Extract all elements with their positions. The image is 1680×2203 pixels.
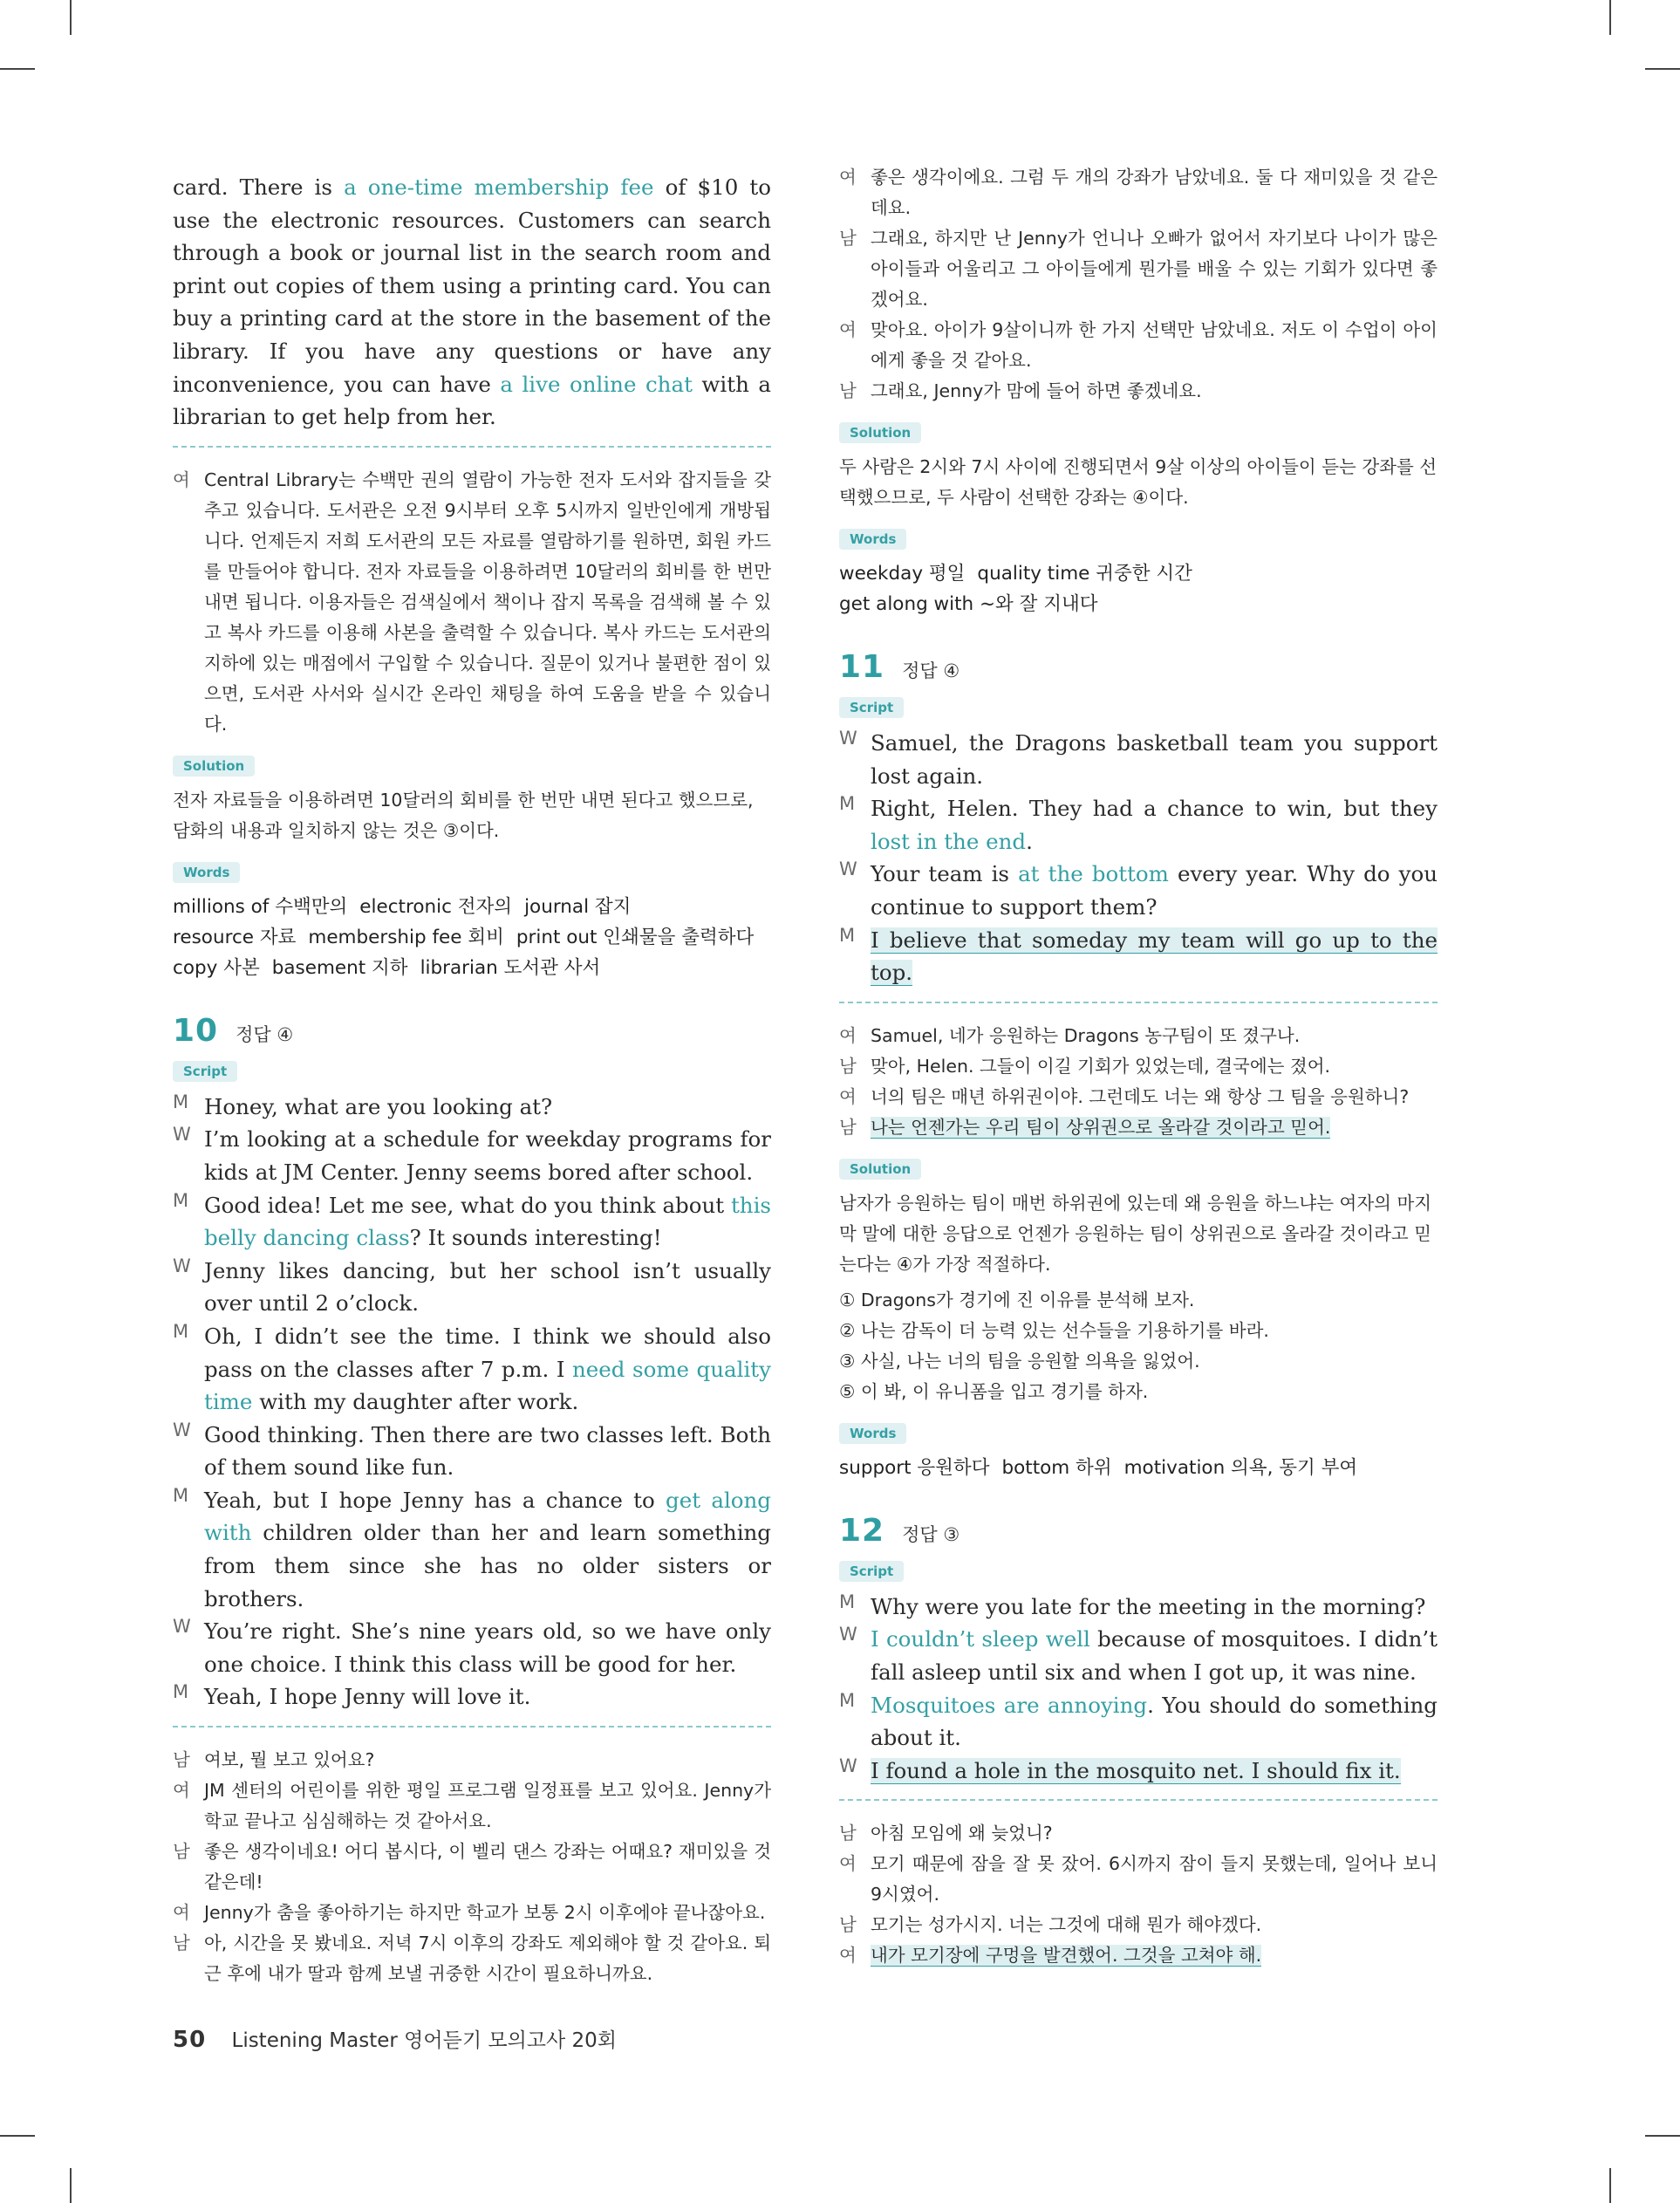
solution-section bbox=[839, 419, 1438, 513]
script-text bbox=[204, 1189, 771, 1255]
speaker-label: W bbox=[173, 1124, 191, 1146]
words-line bbox=[839, 1453, 1438, 1483]
crop-mark bbox=[1609, 2168, 1611, 2203]
text-span: 아, 시간을 못 봤네요. 저녁 7시 이후의 강좌도 제외해야 할 것 같아요. 퇴근 후에 내가 딸과 함께 보낼 귀중한 시간이 필요하니까요. bbox=[204, 1933, 771, 1985]
crop-mark bbox=[1645, 2135, 1680, 2137]
words-section bbox=[839, 525, 1438, 619]
speaker-label: 여 bbox=[839, 1024, 857, 1046]
highlighted-phrase: at the bottom bbox=[1018, 861, 1169, 887]
highlighted-phrase: a live online chat bbox=[500, 371, 693, 397]
script-tag: Script bbox=[173, 1061, 237, 1082]
question-number: 11 bbox=[839, 649, 885, 685]
answer-option: ③ 사실, 나는 너의 팀을 응원할 의욕을 잃었어. bbox=[839, 1350, 1200, 1372]
script-dialogue bbox=[839, 1591, 1438, 1788]
speaker-label: 남 bbox=[839, 1055, 857, 1077]
text-span: Why were you late for the meeting in the morning? bbox=[871, 1593, 1426, 1619]
answer-sentence: I found a hole in the mosquito net. I should fix it. bbox=[871, 1757, 1401, 1783]
translation-line bbox=[839, 162, 1438, 223]
speaker-label: 여 bbox=[839, 1085, 857, 1107]
translation-line bbox=[839, 1082, 1438, 1112]
translation-text bbox=[871, 1940, 1438, 1971]
korean-translation bbox=[173, 1745, 771, 1989]
korean-translation bbox=[839, 1021, 1438, 1143]
word-entry: basement 지하 bbox=[271, 956, 408, 979]
solution-text: 전자 자료들을 이용하려면 10달러의 회비를 한 번만 내면 된다고 했으므로, 담화의 내용과 일치하지 않는 것은 ③이다. bbox=[173, 789, 754, 841]
script-text bbox=[204, 1091, 771, 1124]
answer-sentence: I believe that someday my team will go up to the top. bbox=[871, 927, 1438, 986]
text-span: JM 센터의 어린이를 위한 평일 프로그램 일정표를 보고 있어요. Jenny가 학교 끝나고 심심해하는 것 같아서요. bbox=[204, 1780, 771, 1832]
text-span: of $10 to use the electronic resources. Customers can search through a book or journal list in the search room and print out copies of them using a printing card. You can buy a printing card at the store in the basement of the library. If you have any questions or have any inconvenience, you can have bbox=[173, 174, 771, 397]
translation-text bbox=[871, 1082, 1438, 1112]
word-entry: membership fee 회비 bbox=[308, 926, 504, 948]
question-header bbox=[839, 1513, 1438, 1549]
word-entry: quality time 귀중한 시간 bbox=[977, 563, 1192, 585]
translation-line bbox=[173, 1837, 771, 1898]
script-text bbox=[204, 1123, 771, 1188]
word-entry: bottom 하위 bbox=[1001, 1456, 1112, 1479]
speaker-label: 남 bbox=[173, 1749, 190, 1771]
text-span: Oh, I didn’t see the time. I think we should also pass on the classes after 7 p.m. I bbox=[204, 1323, 771, 1382]
text-span: 여보, 뭘 보고 있어요? bbox=[204, 1749, 375, 1771]
highlighted-phrase: lost in the end bbox=[871, 828, 1027, 854]
text-span: Good thinking. Then there are two classes left. Both of them sound like fun. bbox=[204, 1421, 771, 1481]
text-span: 너의 팀은 매년 하위권이야. 그런데도 너는 왜 항상 그 팀을 응원하니? bbox=[871, 1085, 1410, 1107]
words-tag: Words bbox=[839, 1423, 906, 1444]
speaker-label: M bbox=[839, 1591, 856, 1612]
text-span: every year. Why do you continue to support them? bbox=[871, 861, 1438, 920]
text-span: Right, Helen. They had a chance to win, but they bbox=[871, 796, 1438, 822]
speaker-label: 남 bbox=[839, 228, 857, 249]
translation-line bbox=[839, 1021, 1438, 1051]
translation-line bbox=[173, 1898, 771, 1928]
answer-option: ② 나는 감독이 더 능력 있는 선수들을 기용하기를 바라. bbox=[839, 1319, 1269, 1341]
dashed-divider bbox=[173, 446, 771, 448]
script-line bbox=[839, 792, 1438, 858]
question-header bbox=[839, 649, 1438, 685]
translation-text bbox=[871, 1910, 1438, 1940]
right-column bbox=[839, 162, 1438, 1971]
question-header bbox=[173, 1013, 771, 1049]
text-span: children older than her and learn something from them since she has no older sisters or brothers. bbox=[204, 1520, 771, 1611]
translation-line bbox=[839, 1940, 1438, 1971]
highlighted-phrase: Mosquitoes are annoying bbox=[871, 1692, 1148, 1718]
script-line bbox=[173, 1615, 771, 1680]
book-title: Listening Master 영어듣기 모의고사 20회 bbox=[231, 2029, 618, 2052]
script-text bbox=[204, 1419, 771, 1484]
crop-mark bbox=[1645, 68, 1680, 70]
translation-line bbox=[839, 376, 1438, 407]
text-span: 아침 모임에 왜 늦었니? bbox=[871, 1823, 1053, 1844]
speaker-label: 남 bbox=[173, 1841, 190, 1863]
translation-line bbox=[839, 223, 1438, 315]
script-text bbox=[871, 858, 1438, 923]
translation-text bbox=[871, 1849, 1438, 1910]
korean-translation bbox=[839, 1818, 1438, 1971]
answer-label: 정답 ③ bbox=[902, 1523, 960, 1545]
script-text bbox=[871, 1689, 1438, 1755]
dashed-divider bbox=[839, 1799, 1438, 1801]
words-tag: Words bbox=[173, 862, 240, 883]
speaker-label: M bbox=[173, 1484, 189, 1506]
translation-text bbox=[871, 1112, 1438, 1143]
words-section bbox=[839, 1420, 1438, 1483]
script-line bbox=[839, 1689, 1438, 1755]
script-line bbox=[839, 1591, 1438, 1624]
script-line bbox=[173, 1680, 771, 1714]
script-text bbox=[871, 1623, 1438, 1688]
solution-text: 두 사람은 2시와 7시 사이에 진행되면서 9살 이상의 아이들이 듣는 강좌를 선택했으므로, 두 사람이 선택한 강좌는 ④이다. bbox=[839, 456, 1438, 508]
text-span: Honey, what are you looking at? bbox=[204, 1093, 553, 1119]
script-text bbox=[871, 792, 1438, 858]
answer-sentence: 나는 언젠가는 우리 팀이 상위권으로 올라갈 것이라고 믿어. bbox=[871, 1116, 1331, 1138]
script-tag: Script bbox=[839, 1561, 904, 1582]
script-text bbox=[871, 727, 1438, 792]
word-entry: librarian 도서관 사서 bbox=[420, 956, 601, 979]
highlighted-phrase: need some quality time bbox=[204, 1356, 771, 1415]
speaker-label: M bbox=[173, 1091, 189, 1112]
solution-section bbox=[173, 752, 771, 846]
word-entry: print out 인쇄물을 출력하다 bbox=[516, 926, 755, 948]
translation-text bbox=[204, 1928, 771, 1989]
word-entry: weekday 평일 bbox=[839, 563, 966, 585]
text-span: ? It sounds interesting! bbox=[409, 1225, 662, 1251]
text-span: . bbox=[1026, 828, 1033, 854]
speaker-label: 여 bbox=[839, 167, 857, 188]
script-line bbox=[173, 1255, 771, 1320]
words-section bbox=[173, 859, 771, 983]
script-dialogue bbox=[839, 727, 1438, 989]
script-line bbox=[839, 1623, 1438, 1688]
translation-text bbox=[204, 1745, 771, 1775]
translation-line bbox=[839, 1849, 1438, 1910]
text-span: 모기는 성가시지. 너는 그것에 대해 뭔가 해야겠다. bbox=[871, 1914, 1262, 1936]
text-span: 그래요, 하지만 난 Jenny가 언니나 오빠가 없어서 자기보다 나이가 많은 아이들과 어울리고 그 아이들에게 뭔가를 배울 수 있는 기회가 있다면 좋겠어요. bbox=[871, 228, 1438, 310]
text-span: because of mosquitoes. I didn’t fall asleep until six and when I got up, it was nine. bbox=[871, 1626, 1438, 1685]
highlighted-phrase: this belly dancing class bbox=[204, 1192, 771, 1251]
translation-text bbox=[871, 1051, 1438, 1082]
words-line bbox=[173, 953, 771, 983]
highlighted-phrase: get along with bbox=[204, 1487, 771, 1546]
korean-translation-continued bbox=[839, 162, 1438, 407]
text-span: 맞아요. 아이가 9살이니까 한 가지 선택만 남았네요. 저도 이 수업이 아이에게 좋을 것 같아요. bbox=[871, 319, 1438, 371]
answer-label: 정답 ④ bbox=[236, 1023, 294, 1045]
text-span: 모기 때문에 잠을 잘 못 잤어. 6시까지 잠이 들지 못했는데, 일어나 보니 9시였어. bbox=[871, 1853, 1438, 1905]
speaker-label: 여 bbox=[173, 469, 190, 490]
words-line bbox=[173, 922, 771, 953]
speaker-label: 여 bbox=[839, 319, 857, 340]
crop-mark bbox=[0, 2135, 35, 2137]
speaker-label: 여 bbox=[173, 1902, 190, 1924]
speaker-label: 여 bbox=[173, 1780, 190, 1802]
translation-text bbox=[204, 1775, 771, 1837]
script-line bbox=[173, 1484, 771, 1615]
highlighted-phrase: I couldn’t sleep well bbox=[871, 1626, 1090, 1652]
speaker-label: 남 bbox=[839, 1823, 857, 1844]
speaker-label: M bbox=[173, 1681, 189, 1703]
dashed-divider bbox=[839, 1002, 1438, 1003]
dashed-divider bbox=[173, 1726, 771, 1728]
words-list bbox=[173, 892, 771, 983]
script-line bbox=[839, 1755, 1438, 1788]
speaker-label: M bbox=[839, 793, 856, 815]
translation-line bbox=[173, 1745, 771, 1775]
solution-text: 남자가 응원하는 팀이 매번 하위권에 있는데 왜 응원을 하느냐는 여자의 마지막 말에 대한 응답으로 언젠가 응원하는 팀이 상위권으로 올라갈 것이라고 믿는다는 ④가 가장 적절하다. bbox=[839, 1192, 1432, 1275]
answer-options bbox=[839, 1285, 1438, 1407]
script-tag: Script bbox=[839, 697, 904, 718]
speaker-label: W bbox=[839, 728, 857, 749]
translation-text: Central Library는 수백만 권의 열람이 가능한 전자 도서와 잡지들을 갖추고 있습니다. 도서관은 오전 9시부터 오후 5시까지 일반인에게 개방됩니다. 언제든지 저희 도서관의 모든 자료를 열람하기를 원하면, 회원 카드를 만들어야 합니다. 전자 자료들을 이용하려면 10달러의 회비를 한 번만 내면 됩니다. 이용자들은 검색실에서 책이나 잡지 목록을 검색해 볼 수 있고 복사 카드를 이용해 사본을 출력할 수 있습니다. 복사 카드는 도서관의 지하에 있는 매점에서 구입할 수 있습니다. 질문이 있거나 불편한 점이 있으면, 도서관 사서와 실시간 온라인 채팅을 하여 도움을 받을 수 있습니다. bbox=[204, 469, 771, 735]
speaker-label: M bbox=[173, 1189, 189, 1211]
speaker-label: 여 bbox=[839, 1853, 857, 1875]
speaker-label: W bbox=[839, 1755, 857, 1776]
text-span: Samuel, 네가 응원하는 Dragons 농구팀이 또 졌구나. bbox=[871, 1024, 1301, 1046]
script-text bbox=[871, 924, 1438, 989]
text-span: You’re right. She’s nine years old, so we have only one choice. I think this class will be good for her. bbox=[204, 1618, 771, 1677]
speaker-label: 여 bbox=[839, 1945, 857, 1967]
text-span: Jenny가 춤을 좋아하기는 하지만 학교가 보통 2시 이후에야 끝나잖아요. bbox=[204, 1902, 766, 1924]
word-entry: copy 사본 bbox=[173, 956, 260, 979]
script-dialogue bbox=[173, 1091, 771, 1714]
speaker-label: W bbox=[173, 1419, 191, 1440]
words-line bbox=[839, 558, 1438, 589]
text-span: Yeah, but I hope Jenny has a chance to bbox=[204, 1487, 666, 1513]
speaker-label: M bbox=[839, 924, 856, 946]
translation-line bbox=[173, 1928, 771, 1989]
script-text bbox=[204, 1484, 771, 1615]
page-number: 50 bbox=[173, 2027, 207, 2053]
script-line bbox=[173, 1123, 771, 1188]
text-span: Samuel, the Dragons basketball team you support lost again. bbox=[871, 730, 1438, 789]
crop-mark bbox=[0, 68, 35, 70]
left-column bbox=[173, 171, 771, 1989]
words-tag: Words bbox=[839, 529, 906, 550]
translation-line bbox=[839, 1818, 1438, 1849]
answer-sentence: 내가 모기장에 구멍을 발견했어. 그것을 고쳐야 해. bbox=[871, 1945, 1262, 1967]
answer-label: 정답 ④ bbox=[902, 660, 960, 681]
script-line bbox=[173, 1320, 771, 1419]
question-number: 10 bbox=[173, 1012, 219, 1049]
script-text bbox=[871, 1591, 1438, 1624]
text-span: Your team is bbox=[871, 861, 1019, 887]
word-entry: motivation 의욕, 동기 부여 bbox=[1123, 1456, 1358, 1479]
speaker-label: 남 bbox=[173, 1933, 190, 1954]
speaker-label: W bbox=[839, 859, 857, 880]
speaker-label: M bbox=[839, 1689, 856, 1711]
word-entry: get along with ~와 잘 지내다 bbox=[839, 593, 1098, 615]
speaker-label: W bbox=[173, 1255, 191, 1276]
crop-mark bbox=[70, 2168, 72, 2203]
words-line bbox=[173, 892, 771, 922]
solution-section bbox=[839, 1155, 1438, 1407]
solution-tag: Solution bbox=[839, 422, 921, 443]
speaker-label: 남 bbox=[839, 380, 857, 401]
translation-text bbox=[204, 1898, 771, 1928]
intro-korean-translation bbox=[173, 465, 771, 740]
translation-text bbox=[871, 376, 1438, 407]
speaker-label: W bbox=[173, 1616, 191, 1638]
answer-option: ① Dragons가 경기에 진 이유를 분석해 보자. bbox=[839, 1289, 1195, 1310]
text-span: . You should do something about it. bbox=[871, 1692, 1438, 1751]
crop-mark bbox=[1609, 0, 1611, 35]
translation-line bbox=[839, 315, 1438, 376]
solution-tag: Solution bbox=[839, 1159, 921, 1180]
translation-text bbox=[871, 1818, 1438, 1849]
translation-text bbox=[871, 1021, 1438, 1051]
translation-text bbox=[871, 162, 1438, 223]
translation-line bbox=[173, 1775, 771, 1837]
speaker-label: W bbox=[839, 1624, 857, 1645]
translation-text bbox=[871, 315, 1438, 376]
script-text bbox=[204, 1255, 771, 1320]
script-line bbox=[173, 1419, 771, 1484]
word-entry: resource 자료 bbox=[173, 926, 297, 948]
answer-option: ⑤ 이 봐, 이 유니폼을 입고 경기를 하자. bbox=[839, 1380, 1149, 1402]
script-line bbox=[173, 1189, 771, 1255]
highlighted-phrase: a one-time membership fee bbox=[344, 174, 654, 200]
script-text bbox=[204, 1320, 771, 1419]
intro-english-passage bbox=[173, 171, 771, 434]
text-span: with a librarian to get help from her. bbox=[173, 371, 771, 430]
text-span: I’m looking at a schedule for weekday programs for kids at JM Center. Jenny seems bored after school. bbox=[204, 1126, 771, 1185]
words-line bbox=[839, 589, 1438, 619]
text-span: Good idea! Let me see, what do you think about bbox=[204, 1192, 731, 1218]
intro-english-text bbox=[173, 171, 771, 434]
text-span: Jenny likes dancing, but her school isn’t usually over until 2 o’clock. bbox=[204, 1257, 771, 1317]
translation-text bbox=[204, 1837, 771, 1898]
word-entry: journal 잡지 bbox=[524, 895, 632, 918]
word-entry: support 응원하다 bbox=[839, 1456, 990, 1479]
solution-tag: Solution bbox=[173, 756, 255, 777]
script-text bbox=[871, 1755, 1438, 1788]
script-line bbox=[839, 858, 1438, 923]
translation-line bbox=[839, 1112, 1438, 1143]
question-number: 12 bbox=[839, 1512, 885, 1549]
speaker-label: M bbox=[173, 1320, 189, 1342]
text-span: with my daughter after work. bbox=[252, 1389, 579, 1415]
text-span: 좋은 생각이에요. 그럼 두 개의 강좌가 남았네요. 둘 다 재미있을 것 같은데요. bbox=[871, 167, 1438, 218]
script-text bbox=[204, 1615, 771, 1680]
words-list bbox=[839, 1453, 1438, 1483]
speaker-label: 남 bbox=[839, 1116, 857, 1138]
word-entry: millions of 수백만의 bbox=[173, 895, 348, 918]
text-span: 맞아, Helen. 그들이 이길 기회가 있었는데, 결국에는 졌어. bbox=[871, 1055, 1331, 1077]
translation-line bbox=[839, 1051, 1438, 1082]
script-line bbox=[173, 1091, 771, 1124]
page-footer bbox=[173, 2024, 617, 2053]
script-text bbox=[204, 1680, 771, 1714]
speaker-label: 남 bbox=[839, 1914, 857, 1936]
script-line bbox=[839, 727, 1438, 792]
translation-line bbox=[839, 1910, 1438, 1940]
words-list bbox=[839, 558, 1438, 619]
word-entry: electronic 전자의 bbox=[359, 895, 513, 918]
text-span: Yeah, I hope Jenny will love it. bbox=[204, 1684, 531, 1710]
text-span: card. There is bbox=[173, 174, 345, 200]
translation-text bbox=[871, 223, 1438, 315]
text-span: 그래요, Jenny가 맘에 들어 하면 좋겠네요. bbox=[871, 380, 1202, 401]
crop-mark bbox=[70, 0, 72, 35]
text-span: 좋은 생각이네요! 어디 봅시다, 이 벨리 댄스 강좌는 어때요? 재미있을 것 같은데! bbox=[204, 1841, 771, 1893]
script-line bbox=[839, 924, 1438, 989]
